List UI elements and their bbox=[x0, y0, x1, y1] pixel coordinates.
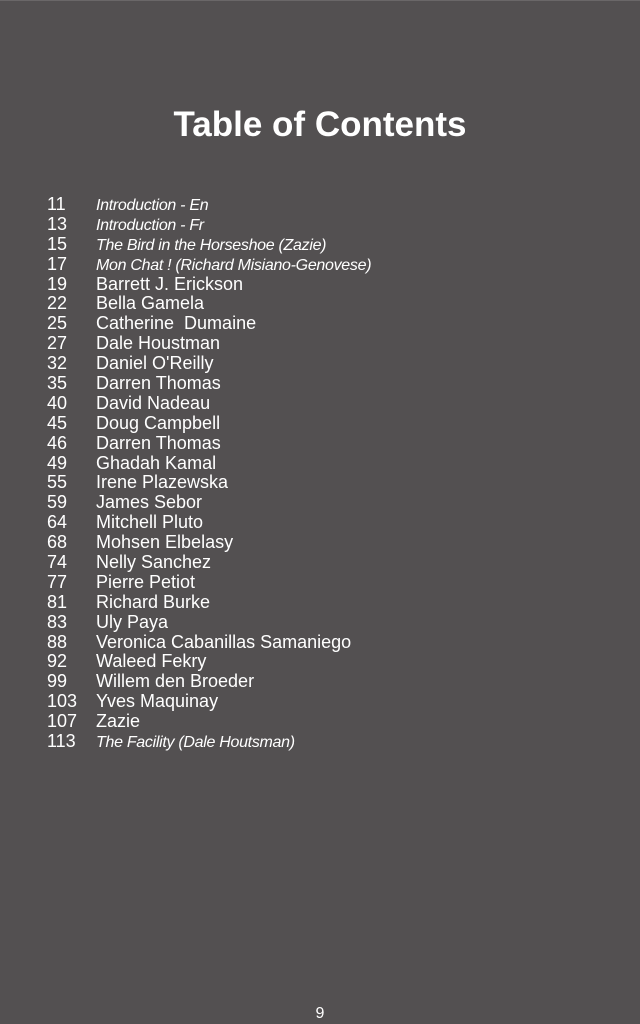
toc-entry[interactable] bbox=[47, 651, 607, 671]
page-title: Table of Contents bbox=[173, 105, 467, 144]
toc-entry-title: Mitchell Pluto bbox=[96, 512, 204, 533]
toc-entry[interactable] bbox=[47, 433, 607, 453]
toc-page-number: 49 bbox=[47, 452, 68, 473]
toc-entry[interactable] bbox=[47, 492, 607, 512]
toc-entry-title: Introduction - Fr bbox=[96, 216, 204, 234]
toc-entry[interactable] bbox=[47, 612, 607, 632]
toc-page-number: 27 bbox=[47, 333, 68, 354]
table-of-contents bbox=[47, 194, 607, 751]
toc-entry[interactable] bbox=[47, 632, 607, 652]
toc-entry[interactable] bbox=[47, 353, 607, 373]
toc-entry-title: The Bird in the Horseshoe (Zazie) bbox=[96, 236, 327, 254]
toc-entry[interactable] bbox=[47, 373, 607, 393]
toc-entry[interactable] bbox=[47, 293, 607, 313]
toc-page-number: 74 bbox=[47, 552, 68, 573]
toc-entry-title: Daniel O'Reilly bbox=[96, 353, 214, 374]
toc-entry-title: The Facility (Dale Houtsman) bbox=[96, 734, 295, 752]
page-number: 9 bbox=[315, 1005, 325, 1022]
toc-page-number: 32 bbox=[47, 353, 68, 374]
toc-page-number: 59 bbox=[47, 492, 68, 513]
toc-entry[interactable] bbox=[47, 691, 607, 711]
toc-entry[interactable] bbox=[47, 254, 607, 274]
toc-entry[interactable] bbox=[47, 214, 607, 234]
toc-page-number: 45 bbox=[47, 412, 68, 433]
toc-entry-title: James Sebor bbox=[96, 492, 203, 513]
toc-entry-title: David Nadeau bbox=[96, 392, 211, 413]
toc-entry[interactable] bbox=[47, 671, 607, 691]
toc-entry-title: Willem den Broeder bbox=[96, 671, 255, 692]
toc-entry[interactable] bbox=[47, 532, 607, 552]
toc-page-number: 113 bbox=[47, 731, 76, 752]
toc-entry[interactable] bbox=[47, 472, 607, 492]
toc-entry[interactable] bbox=[47, 711, 607, 731]
toc-page-number: 22 bbox=[47, 293, 68, 314]
toc-entry-title: Zazie bbox=[96, 711, 141, 732]
toc-page-number: 81 bbox=[47, 591, 68, 612]
toc-entry-title: Richard Burke bbox=[96, 591, 211, 612]
toc-entry-title: Catherine Dumaine bbox=[96, 313, 257, 334]
toc-entry-title: Mon Chat ! (Richard Misiano-Genovese) bbox=[96, 256, 372, 274]
toc-page-number: 88 bbox=[47, 631, 68, 652]
toc-page-number: 46 bbox=[47, 432, 68, 453]
toc-entry[interactable] bbox=[47, 393, 607, 413]
toc-page-number: 103 bbox=[47, 691, 78, 712]
toc-page-number: 15 bbox=[47, 233, 68, 254]
toc-page-number: 68 bbox=[47, 532, 68, 553]
toc-entry[interactable] bbox=[47, 333, 607, 353]
toc-entry-title: Bella Gamela bbox=[96, 293, 205, 314]
toc-entry[interactable] bbox=[47, 274, 607, 294]
toc-entry[interactable] bbox=[47, 234, 607, 254]
toc-entry-title: Barrett J. Erickson bbox=[96, 273, 244, 294]
toc-entry-title: Nelly Sanchez bbox=[96, 552, 212, 573]
toc-entry-title: Pierre Petiot bbox=[96, 571, 196, 592]
toc-entry-title: Darren Thomas bbox=[96, 432, 221, 453]
toc-page-number: 64 bbox=[47, 512, 68, 533]
toc-entry[interactable] bbox=[47, 413, 607, 433]
toc-page-number: 92 bbox=[47, 651, 68, 672]
toc-entry-title: Dale Houstman bbox=[96, 333, 221, 354]
toc-entry-title: Introduction - En bbox=[96, 197, 209, 214]
toc-entry[interactable] bbox=[47, 512, 607, 532]
toc-entry[interactable] bbox=[47, 572, 607, 592]
toc-entry-title: Ghadah Kamal bbox=[96, 452, 217, 473]
toc-entry[interactable] bbox=[47, 552, 607, 572]
toc-page-number: 17 bbox=[47, 253, 68, 274]
toc-entry-title: Veronica Cabanillas Samaniego bbox=[96, 631, 352, 652]
toc-page-number: 77 bbox=[47, 571, 68, 592]
toc-page-number: 107 bbox=[47, 711, 78, 732]
toc-page-number: 99 bbox=[47, 671, 68, 692]
toc-entry[interactable] bbox=[47, 194, 607, 214]
toc-page-number: 55 bbox=[47, 472, 68, 493]
toc-page-number: 13 bbox=[47, 213, 68, 234]
toc-entry[interactable] bbox=[47, 592, 607, 612]
toc-entry-title: Doug Campbell bbox=[96, 412, 221, 433]
toc-entry-title: Irene Plazewska bbox=[96, 472, 229, 493]
toc-entry[interactable] bbox=[47, 731, 607, 751]
toc-page-number: 11 bbox=[47, 194, 66, 214]
toc-entry-title: Yves Maquinay bbox=[96, 691, 219, 712]
toc-page-number: 35 bbox=[47, 373, 68, 394]
toc-page-number: 40 bbox=[47, 392, 68, 413]
toc-page-number: 25 bbox=[47, 313, 68, 334]
toc-entry[interactable] bbox=[47, 313, 607, 333]
toc-entry[interactable] bbox=[47, 453, 607, 473]
toc-entry-title: Darren Thomas bbox=[96, 373, 221, 394]
toc-entry-title: Mohsen Elbelasy bbox=[96, 532, 234, 553]
toc-page-number: 19 bbox=[47, 273, 68, 294]
toc-page-number: 83 bbox=[47, 611, 68, 632]
toc-entry-title: Waleed Fekry bbox=[96, 651, 207, 672]
toc-entry-title: Uly Paya bbox=[96, 611, 169, 632]
